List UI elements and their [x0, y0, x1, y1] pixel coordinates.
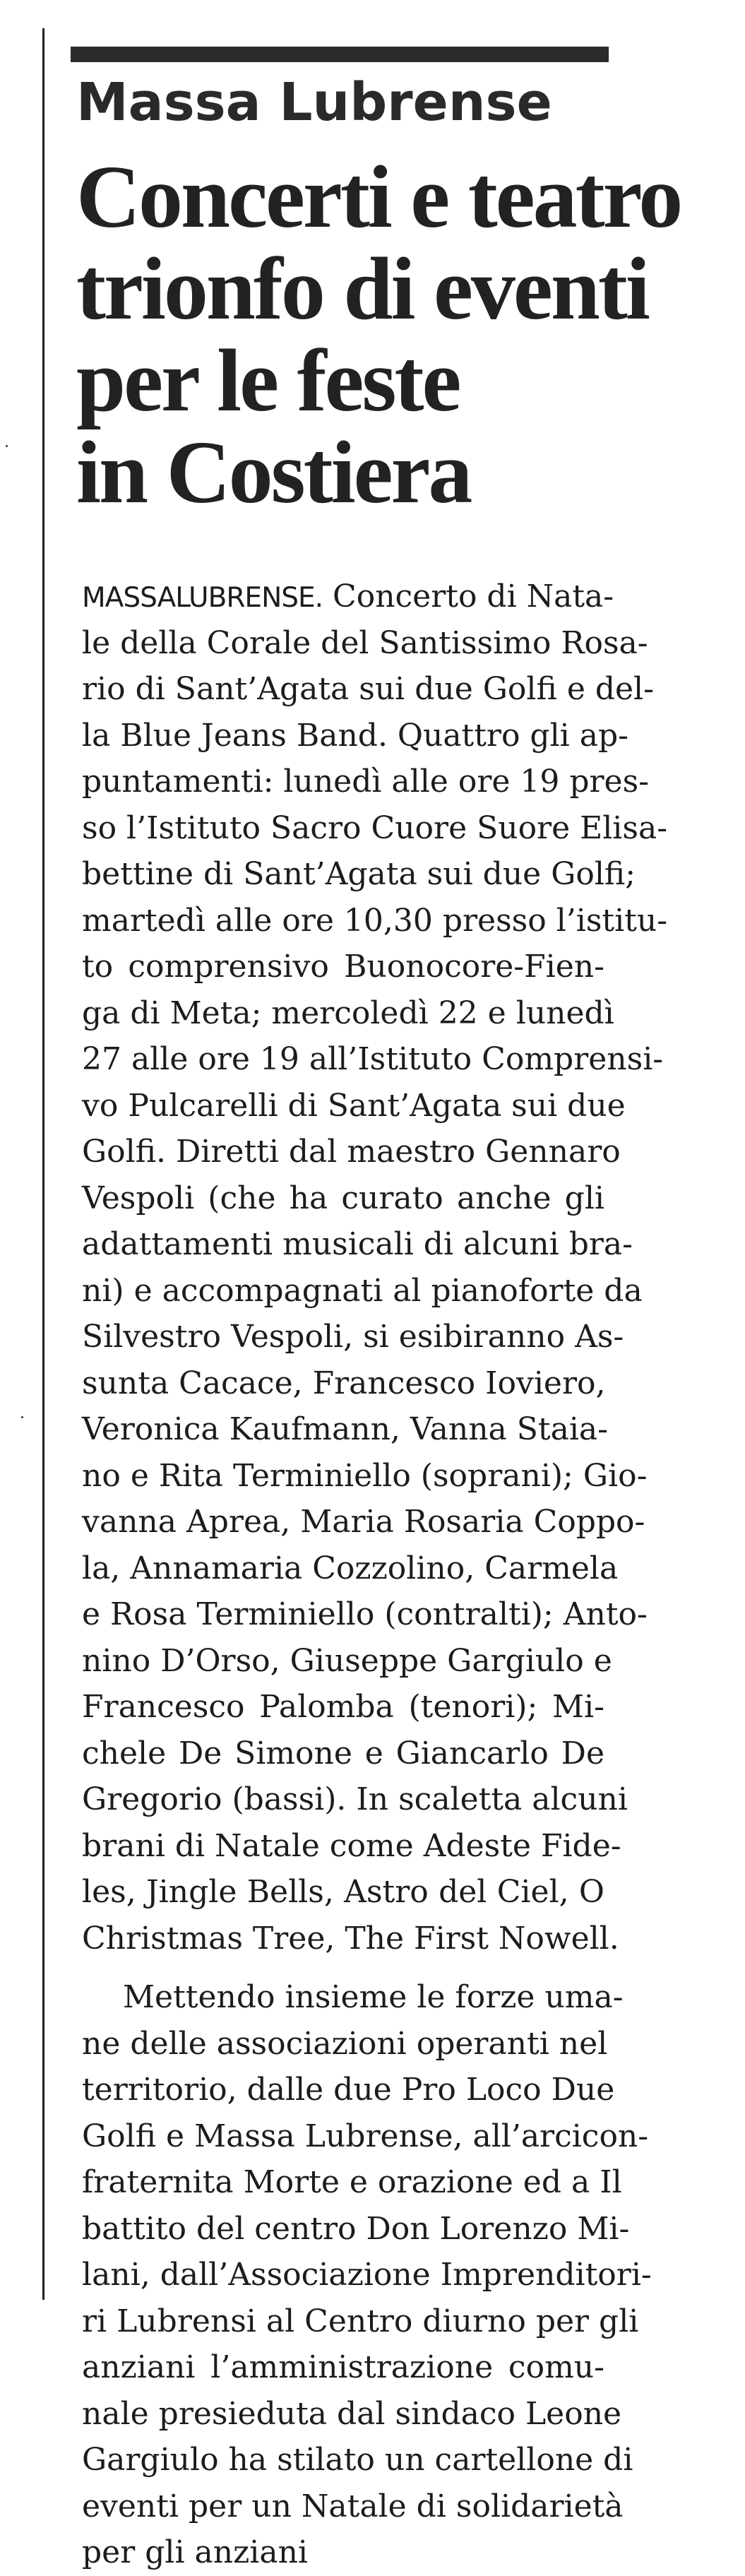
- body-line: bettine di Sant’Agata sui due Golfi;: [82, 856, 636, 892]
- body-line: so l’Istituto Sacro Cuore Suore Elisa-: [82, 809, 668, 846]
- body-line: vo Pulcarelli di Sant’Agata sui due: [82, 1087, 626, 1124]
- body-line: eventi per un Natale di solidarietà: [82, 2488, 624, 2524]
- body-line: Veronica Kaufmann, Vanna Staia-: [82, 1411, 608, 1447]
- body-line: Gregorio (bassi). In scaletta alcuni: [82, 1781, 628, 1817]
- body-line: Gargiulo ha stilato un cartellone di: [82, 2442, 633, 2478]
- headline-line: trionfo di eventi: [76, 240, 648, 338]
- print-speck: [6, 445, 8, 447]
- body-line: brani di Natale come Adeste Fide-: [82, 1827, 621, 1864]
- body-line: martedì alle ore 10,30 presso l’istitu-: [82, 902, 668, 939]
- body-line: puntamenti: lunedì alle ore 19 pres-: [82, 764, 650, 800]
- body-line: adattamenti musicali di alcuni bra-: [82, 1226, 633, 1262]
- column-rule: [42, 28, 44, 2300]
- paragraph-gap: [82, 1961, 604, 1974]
- body-line: territorio, dalle due Pro Loco Due: [82, 2072, 615, 2108]
- body-line: la Blue Jeans Band. Quattro gli ap-: [82, 717, 628, 754]
- body-line: sunta Cacace, Francesco Ioviero,: [82, 1365, 606, 1401]
- body-line: Golfi. Diretti dal maestro Gennaro: [82, 1134, 621, 1170]
- headline: [76, 148, 681, 522]
- body-line: la, Annamaria Cozzolino, Carmela: [82, 1550, 619, 1586]
- body-line: vanna Aprea, Maria Rosaria Coppo-: [82, 1504, 645, 1540]
- body-line: 27 alle ore 19 all’Istituto Comprensi-: [82, 1041, 664, 1077]
- body-line: nino D’Orso, Giuseppe Gargiulo e: [82, 1642, 612, 1679]
- section-kicker: Massa Lubrense: [76, 72, 552, 133]
- body-line: anziani l’amministrazione comu-: [82, 2349, 604, 2385]
- body-line: ga di Meta; mercoledì 22 e lunedì: [82, 995, 614, 1031]
- body-line: per gli anziani: [82, 2534, 308, 2570]
- body-line: Silvestro Vespoli, si esibiranno As-: [82, 1319, 624, 1355]
- body-line: no e Rita Terminiello (soprani); Gio-: [82, 1457, 648, 1494]
- headline-line: per le feste: [76, 332, 460, 430]
- body-line: ni) e accompagnati al pianoforte da: [82, 1272, 643, 1309]
- dateline: MASSALUBRENSE.: [82, 582, 323, 614]
- body-line: ri Lubrensi al Centro diurno per gli: [82, 2303, 639, 2339]
- print-speck: [21, 1416, 23, 1418]
- body-line: fraternita Morte e orazione ed a Il: [82, 2164, 622, 2200]
- body-line: Mettendo insieme le forze uma-: [123, 1979, 624, 2015]
- body-line: Francesco Palomba (tenori); Mi-: [82, 1689, 604, 1725]
- body-line: chele De Simone e Giancarlo De: [82, 1735, 604, 1771]
- body-line: battito del centro Don Lorenzo Mi-: [82, 2210, 630, 2247]
- headline-line: Concerti e teatro: [76, 148, 681, 247]
- body-line: lani, dall’Associazione Imprenditori-: [82, 2257, 652, 2293]
- body-line: Christmas Tree, The First Nowell.: [82, 1920, 619, 1957]
- body-line: MASSALUBRENSE. Concerto di Nata-: [82, 578, 614, 615]
- body-line: ne delle associazioni operanti nel: [82, 2025, 608, 2062]
- body-line: rio di Sant’Agata sui due Golfi e del-: [82, 671, 654, 707]
- body-line: nale presieduta dal sindaco Leone: [82, 2395, 622, 2432]
- body-line: Vespoli (che ha curato anche gli: [82, 1180, 604, 1216]
- body-line: les, Jingle Bells, Astro del Ciel, O: [82, 1874, 604, 1910]
- body-line: e Rosa Terminiello (contralti); Anto-: [82, 1596, 648, 1632]
- headline-line: in Costiera: [76, 424, 471, 522]
- article-body: [82, 574, 668, 2576]
- body-line: to comprensivo Buonocore-Fien-: [82, 949, 604, 985]
- section-bar: [71, 47, 609, 62]
- body-line: Golfi e Massa Lubrense, all’arcicon-: [82, 2118, 649, 2154]
- body-line: le della Corale del Santissimo Rosa-: [82, 624, 648, 661]
